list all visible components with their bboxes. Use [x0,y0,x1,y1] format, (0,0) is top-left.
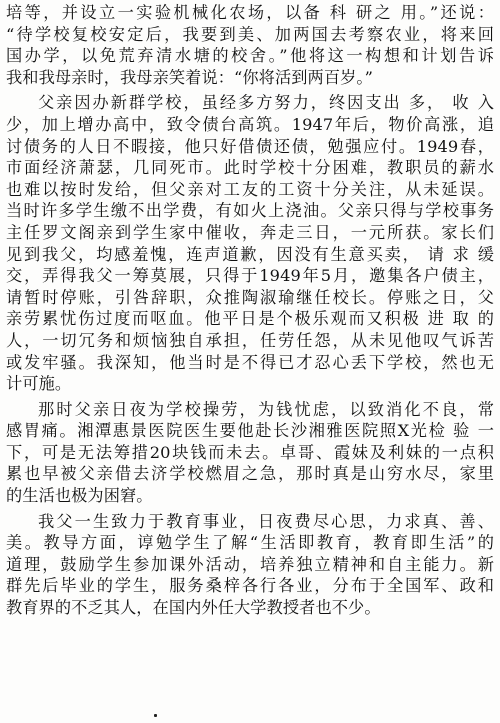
text-line: 我父一生致力于教育事业，日夜费尽心思，力求真、善、 [38,511,494,531]
text-line: 当时许多学生缴不出学费，有如火上浇油。父亲只得与学校事务 [6,201,494,221]
text-line: “待学校复校安定后，我要到美、加两国去考察农业，将来回 [6,24,494,44]
text-line: 也难以按时发给，但父亲对工友的工资十分关注，从未延误。 [6,179,494,199]
paragraph-4 [6,511,494,619]
paragraph-2 [6,92,494,394]
body-text [6,2,494,619]
text-line: 累也早被父亲借去济学校燃眉之急，那时真是山穷水尽，家里 [6,464,494,484]
text-line: 少，加上增办高中，致令债台高筑。1947年后，物价高涨，追 [6,114,494,134]
text-line: 交，弄得我父一筹莫展，只得于1949年5月，邀集各户债主， [6,266,494,286]
text-line: 道理，鼓励学生参加课外活动，培养独立精神和自主能力。新 [6,554,494,574]
text-line: 国办学，以免荒弃清水塘的校舍。”他将这一构想和计划告诉 [6,46,494,66]
text-line: 父亲因办新群学校，虽经多方努力，终因支出 多， 收 入 [38,93,494,113]
text-line: 见到我父，均感羞愧，连声道歉，因没有生意买卖， 请 求 缓 [6,244,494,264]
paragraph-3 [6,399,494,507]
text-line: 主任罗文阁亲到学生家中催收，奔走三日，一元所获。家长们 [6,222,494,242]
text-line: 群先后毕业的学生，服务桑梓各行各业，分布于全国军、政和 [6,576,494,596]
text-line: 美。教导方面，谆勉学生了解“生活即教育，教育即生活”的 [6,533,494,553]
text-line: 教育界的不乏其人，在国内外任大学教授者也不少。 [6,598,381,618]
ink-speck [154,714,157,717]
text-line: 感胃痛。湘潭惠景医院医生要他赴长沙湘雅医院照X光检 验 一 [6,421,494,441]
text-line: 讨债务的人日不暇接，他只好借债还债，勉强应付。1949春， [6,136,494,156]
text-line: 请暂时停账，引咎辞职，众推陶淑瑜继任校长。停账之日，父 [6,287,494,307]
paragraph-1 [6,2,494,88]
text-line: 培等，并设立一实验机械化农场，以备 科 研之 用。”还说： [6,3,494,22]
text-line: 或发牢骚。我深知，他当时是不得已才忍心丢下学校，然也无 [6,352,494,372]
text-line: 市面经济萧瑟，几同死市。此时学校十分困难，教职员的薪水 [6,158,494,178]
text-line: 的生活也极为困窘。 [6,486,153,506]
text-line: 那时父亲日夜为学校操劳，为钱忧虑，以致消化不良，常 [38,399,494,419]
text-line: 计可施。 [6,374,72,394]
text-line: 亲劳累忧伤过度而呕血。他平日是个极乐观而又积极 进 取 的 [6,309,494,329]
text-line: 下，可是无法筹措20块钱而未去。卓哥、霞妹及利妹的一点积 [6,442,494,462]
text-line: 人，一切冗务和烦恼独自承担，任劳任怨，从未见他叹气诉苦 [6,330,494,350]
text-line: 我和我母亲时，我母亲笑着说：“你将活到两百岁。” [6,67,373,87]
